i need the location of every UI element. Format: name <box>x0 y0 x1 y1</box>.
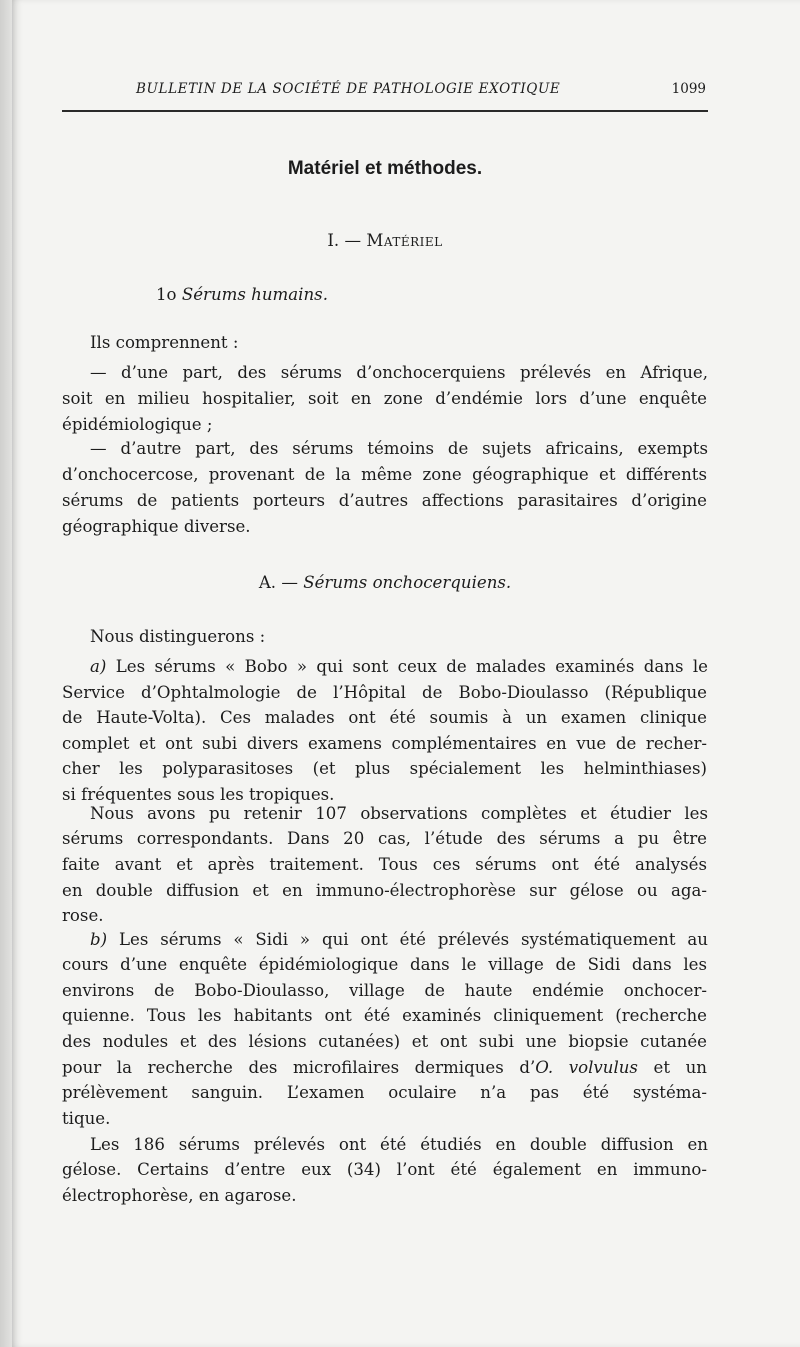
para-b-marker: b) <box>90 930 108 949</box>
para-b-line-organism <box>62 1055 707 1081</box>
para-b-line-post: et un <box>637 1058 707 1077</box>
para-retain-line: faite avant et après traitement. Tous ces sérums ont été analysés <box>62 855 707 874</box>
part-a-label: A. — <box>258 573 298 592</box>
distinguish-line: Nous distinguerons : <box>90 627 266 646</box>
para-final-line: gélose. Certains d’entre eux (34) l’ont été également en immuno- <box>62 1160 707 1179</box>
intro-item2-line: géographique diverse. <box>62 517 251 536</box>
para-retain-line: rose. <box>62 906 104 925</box>
subsection-number: I. — <box>327 231 362 250</box>
para-a-line: Service d’Ophtalmologie de l’Hôpital de Bobo-Dioulasso (République <box>62 683 707 702</box>
para-b-first-line <box>90 927 708 953</box>
intro-item1-line: soit en milieu hospitalier, soit en zone d’endémie lors d’une enquête <box>62 389 707 408</box>
page-gutter <box>0 0 12 1347</box>
journal-title: BULLETIN DE LA SOCIÉTÉ DE PATHOLOGIE EXOTIQUE <box>136 81 561 97</box>
organism-name: O. volvulus <box>535 1058 638 1077</box>
para-b-line: environs de Bobo-Dioulasso, village de haute endémie onchocer- <box>62 981 707 1000</box>
para-b-line: quienne. Tous les habitants ont été examinés cliniquement (recherche <box>62 1006 707 1025</box>
page-number: 1099 <box>671 81 706 97</box>
sub-heading-serums <box>156 282 328 308</box>
para-a-first-line <box>90 654 708 680</box>
para-b-line: Les sérums « Sidi » qui ont été prélevés systématiquement au <box>119 930 708 949</box>
sub-heading-number: 1o <box>156 285 177 304</box>
para-a-line: Les sérums « Bobo » qui sont ceux de malades examinés dans le <box>115 657 708 676</box>
para-final-line: électrophorèse, en agarose. <box>62 1186 297 1205</box>
para-b-line: cours d’une enquête épidémiologique dans le village de Sidi dans les <box>62 955 707 974</box>
para-b-line: tique. <box>62 1109 111 1128</box>
intro-item2-line: — d’autre part, des sérums témoins de sujets africains, exempts <box>90 439 708 458</box>
section-title: Matériel et méthodes. <box>287 158 483 179</box>
intro-item2-line: sérums de patients porteurs d’autres affections parasitaires d’origine <box>62 491 707 510</box>
subsection-heading <box>0 228 770 254</box>
para-a-line: si fréquentes sous les tropiques. <box>62 785 335 804</box>
intro-item1-line: épidémiologique ; <box>62 415 213 434</box>
intro-lead: Ils comprennent : <box>90 333 239 352</box>
para-retain-line: Nous avons pu retenir 107 observations complètes et étudier les <box>90 804 708 823</box>
para-b-line: des nodules et des lésions cutanées) et ont subi une biopsie cutanée <box>62 1032 707 1051</box>
para-final-line: Les 186 sérums prélevés ont été étudiés en double diffusion en <box>90 1135 708 1154</box>
part-a-heading <box>0 570 770 596</box>
sub-heading-title: Sérums humains. <box>181 285 328 304</box>
para-retain-line: en double diffusion et en immuno-électrophorèse sur gélose ou aga- <box>62 881 707 900</box>
intro-item1-line: — d’une part, des sérums d’onchocerquiens prélevés en Afrique, <box>90 363 708 382</box>
para-a-line: complet et ont subi divers examens complémentaires en vue de recher- <box>62 734 707 753</box>
para-retain-line: sérums correspondants. Dans 20 cas, l’étude des sérums a pu être <box>62 829 707 848</box>
para-a-marker: a) <box>90 657 107 676</box>
para-b-line: prélèvement sanguin. L’examen oculaire n’a pas été systéma- <box>62 1083 707 1102</box>
header-rule <box>62 110 708 112</box>
para-a-line: de Haute-Volta). Ces malades ont été soumis à un examen clinique <box>62 708 707 727</box>
subsection-title: Matériel <box>366 231 443 250</box>
para-a-line: cher les polyparasitoses (et plus spécialement les helminthiases) <box>62 759 707 778</box>
part-a-title: Sérums onchocerquiens. <box>303 573 512 592</box>
intro-item2-line: d’onchocercose, provenant de la même zone géographique et différents <box>62 465 707 484</box>
para-b-line-pre: pour la recherche des microfilaires dermiques d’ <box>62 1058 536 1077</box>
